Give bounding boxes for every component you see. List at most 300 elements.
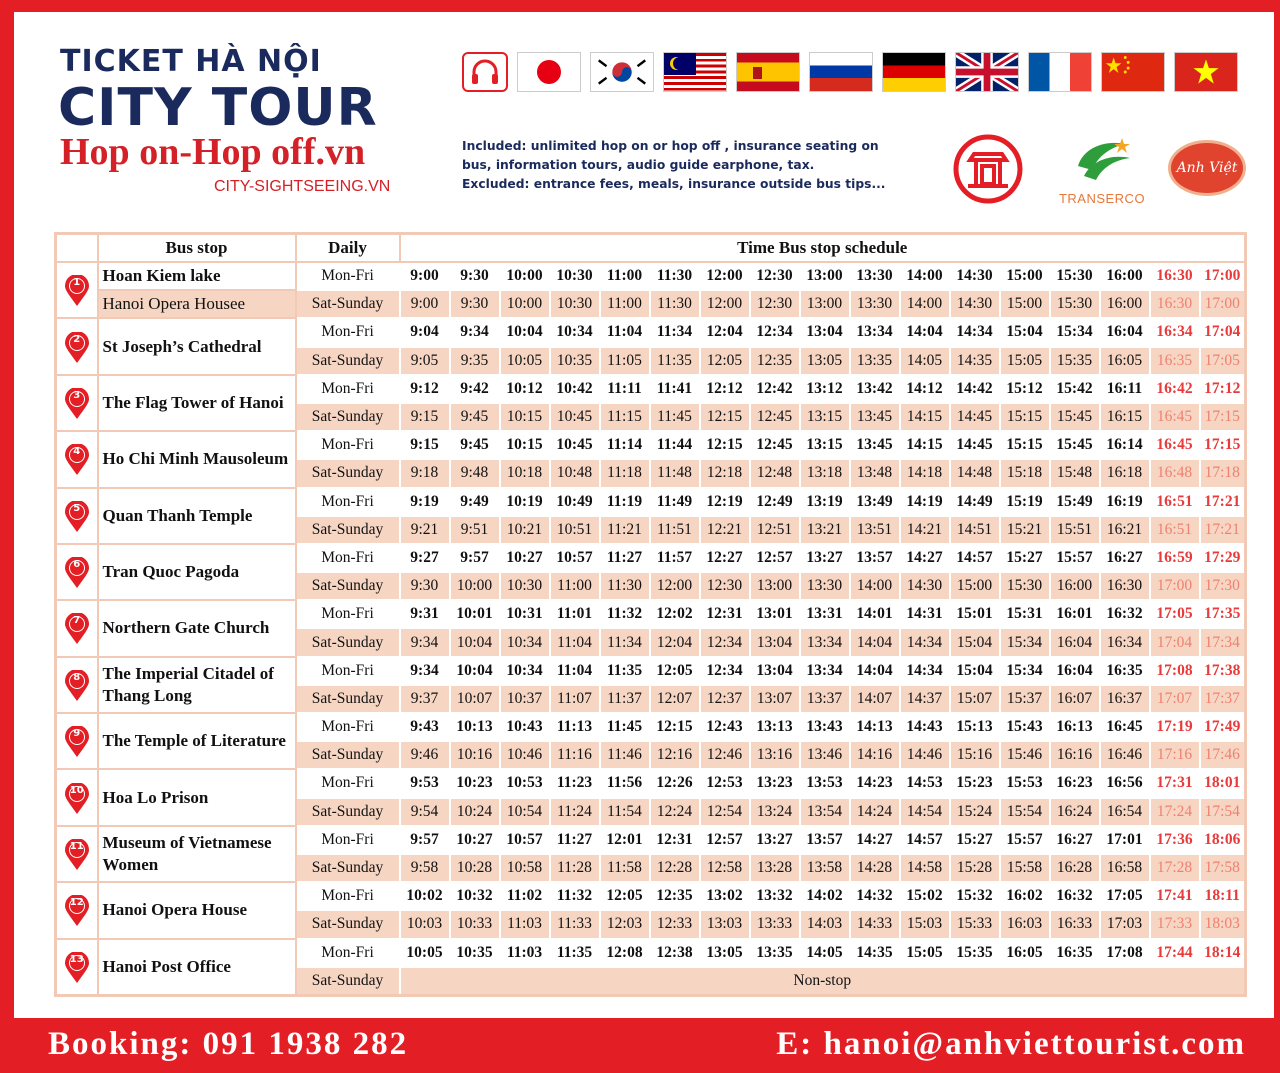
time-cell: 16:07 (1050, 685, 1100, 713)
time-cell: 12:58 (700, 854, 750, 882)
time-cell: 17:15 (1200, 431, 1246, 459)
time-cell: 14:58 (900, 854, 950, 882)
time-cell: 17:00 (1200, 290, 1246, 318)
time-cell: 15:34 (1050, 318, 1100, 346)
time-cell: 12:01 (600, 826, 650, 854)
time-cell: 15:01 (950, 600, 1000, 628)
time-cell: 12:34 (750, 318, 800, 346)
time-cell: 15:05 (1000, 347, 1050, 375)
time-cell: 10:32 (450, 882, 500, 910)
time-cell: 16:27 (1050, 826, 1100, 854)
time-cell: 14:45 (950, 403, 1000, 431)
time-cell: 11:57 (650, 544, 700, 572)
header-bus-stop: Bus stop (98, 234, 296, 263)
time-cell: 12:07 (650, 685, 700, 713)
time-cell: 16:03 (1000, 910, 1050, 938)
time-cell: 12:03 (600, 910, 650, 938)
time-cell: 9:15 (400, 403, 450, 431)
stop-number: 5 (73, 502, 81, 514)
time-cell: 12:53 (700, 769, 750, 797)
day-label: Mon-Fri (296, 431, 400, 459)
time-cell: 9:12 (400, 375, 450, 403)
time-cell: 15:45 (1050, 431, 1100, 459)
day-label: Sat-Sunday (296, 290, 400, 318)
info-included-cont: bus, information tours, audio guide earphone, tax. (462, 158, 815, 172)
stop-number-pin (56, 882, 98, 938)
time-cell: 17:08 (1100, 939, 1150, 967)
time-cell: 17:16 (1150, 741, 1200, 769)
time-cell: 11:49 (650, 488, 700, 516)
time-cell: 11:07 (550, 685, 600, 713)
time-cell: 12:15 (650, 713, 700, 741)
time-cell: 18:01 (1200, 769, 1246, 797)
time-cell: 11:21 (600, 516, 650, 544)
time-cell: 18:03 (1200, 910, 1246, 938)
time-cell: 9:42 (450, 375, 500, 403)
stop-number: 3 (73, 389, 81, 401)
time-cell: 16:28 (1050, 854, 1100, 882)
time-cell: 13:02 (700, 882, 750, 910)
stop-name: Northern Gate Church (98, 600, 296, 656)
time-cell: 13:12 (800, 375, 850, 403)
time-cell: 15:43 (1000, 713, 1050, 741)
germany-flag (882, 52, 946, 92)
time-cell: 13:34 (800, 657, 850, 685)
time-cell: 16:35 (1050, 939, 1100, 967)
time-cell: 13:54 (800, 798, 850, 826)
time-cell: 13:03 (700, 910, 750, 938)
time-cell: 14:21 (900, 516, 950, 544)
time-cell: 11:04 (600, 318, 650, 346)
time-cell: 13:53 (800, 769, 850, 797)
time-cell: 16:18 (1100, 459, 1150, 487)
time-cell: 12:28 (650, 854, 700, 882)
time-cell: 13:00 (750, 572, 800, 600)
time-cell: 14:34 (900, 657, 950, 685)
time-cell: 16:30 (1100, 572, 1150, 600)
time-cell: 14:49 (950, 488, 1000, 516)
time-cell: 14:00 (900, 290, 950, 318)
time-cell: 13:46 (800, 741, 850, 769)
time-cell: 12:35 (750, 347, 800, 375)
vietnam-flag (1174, 52, 1238, 92)
time-cell: 16:32 (1100, 600, 1150, 628)
time-cell: 17:54 (1200, 798, 1246, 826)
time-cell: 12:15 (700, 403, 750, 431)
ticket-info (462, 137, 885, 194)
time-cell: 17:36 (1150, 826, 1200, 854)
time-cell: 10:34 (500, 628, 550, 656)
time-cell: 14:05 (800, 939, 850, 967)
time-cell: 14:00 (900, 262, 950, 290)
map-pin-icon (63, 726, 91, 756)
time-cell: 13:42 (850, 375, 900, 403)
table-header-row (56, 234, 1246, 263)
time-cell: 11:37 (600, 685, 650, 713)
time-cell: 13:35 (750, 939, 800, 967)
anhviet-logo (1168, 140, 1248, 200)
table-row (56, 262, 1246, 290)
time-cell: 11:18 (600, 459, 650, 487)
time-cell: 14:46 (900, 741, 950, 769)
stop-number-pin (56, 318, 98, 374)
time-cell: 10:30 (550, 262, 600, 290)
time-cell: 17:19 (1150, 713, 1200, 741)
time-cell: 15:32 (950, 882, 1000, 910)
time-cell: 14:02 (800, 882, 850, 910)
time-cell: 15:45 (1050, 403, 1100, 431)
time-cell: 9:57 (400, 826, 450, 854)
time-cell: 15:35 (1050, 347, 1100, 375)
time-cell: 12:57 (700, 826, 750, 854)
stop-name: The Imperial Citadel of Thang Long (98, 657, 296, 713)
time-cell: 10:37 (500, 685, 550, 713)
time-cell: 15:27 (950, 826, 1000, 854)
time-cell: 16:34 (1100, 628, 1150, 656)
time-cell: 17:00 (1200, 262, 1246, 290)
time-cell: 15:05 (900, 939, 950, 967)
time-cell: 10:07 (450, 685, 500, 713)
time-cell: 9:15 (400, 431, 450, 459)
time-cell: 15:42 (1050, 375, 1100, 403)
time-cell: 9:18 (400, 459, 450, 487)
time-cell: 11:30 (650, 290, 700, 318)
time-cell: 17:24 (1150, 798, 1200, 826)
time-cell: 14:30 (950, 262, 1000, 290)
time-cell: 15:15 (1000, 403, 1050, 431)
table-row (56, 826, 1246, 854)
time-cell: 13:00 (800, 290, 850, 318)
table-row (56, 290, 1246, 318)
time-cell: 12:35 (650, 882, 700, 910)
table-row (56, 600, 1246, 628)
time-cell: 15:30 (1050, 262, 1100, 290)
time-cell: 13:30 (800, 572, 850, 600)
time-cell: 10:53 (500, 769, 550, 797)
time-cell: 11:32 (600, 600, 650, 628)
time-cell: 13:49 (850, 488, 900, 516)
time-cell: 13:31 (800, 600, 850, 628)
time-cell: 14:35 (850, 939, 900, 967)
stop-number-pin (56, 713, 98, 769)
time-cell: 10:24 (450, 798, 500, 826)
day-label: Sat-Sunday (296, 403, 400, 431)
time-cell: 17:38 (1200, 657, 1246, 685)
time-cell: 15:57 (1000, 826, 1050, 854)
time-cell: 14:03 (800, 910, 850, 938)
time-cell: 11:51 (650, 516, 700, 544)
time-cell: 13:01 (750, 600, 800, 628)
time-cell: 10:05 (500, 347, 550, 375)
stop-name: Museum of Vietnamese Women (98, 826, 296, 882)
day-label: Mon-Fri (296, 262, 400, 290)
time-cell: 15:30 (1000, 572, 1050, 600)
time-cell: 16:58 (1100, 854, 1150, 882)
time-cell: 11:46 (600, 741, 650, 769)
time-cell: 9:57 (450, 544, 500, 572)
time-cell: 12:34 (700, 657, 750, 685)
france-flag (1028, 52, 1092, 92)
time-cell: 12:42 (750, 375, 800, 403)
time-cell: 13:57 (800, 826, 850, 854)
time-cell: 10:45 (550, 403, 600, 431)
time-cell: 12:48 (750, 459, 800, 487)
time-cell: 14:05 (900, 347, 950, 375)
time-cell: 10:27 (450, 826, 500, 854)
time-cell: 9:34 (450, 318, 500, 346)
time-cell: 15:27 (1000, 544, 1050, 572)
time-cell: 13:43 (800, 713, 850, 741)
time-cell: 11:00 (600, 262, 650, 290)
time-cell: 12:12 (700, 375, 750, 403)
time-cell: 13:30 (850, 262, 900, 290)
time-cell: 15:12 (1000, 375, 1050, 403)
time-cell: 16:04 (1050, 628, 1100, 656)
time-cell: 16:00 (1100, 290, 1150, 318)
time-cell: 14:43 (900, 713, 950, 741)
time-cell: 17:34 (1200, 628, 1246, 656)
time-cell: 13:13 (750, 713, 800, 741)
time-cell: 13:28 (750, 854, 800, 882)
time-cell: 13:15 (800, 431, 850, 459)
time-cell: 10:57 (500, 826, 550, 854)
time-cell: 14:16 (850, 741, 900, 769)
time-cell: 14:33 (850, 910, 900, 938)
day-label: Sat-Sunday (296, 459, 400, 487)
time-cell: 13:30 (850, 290, 900, 318)
time-cell: 15:04 (950, 657, 1000, 685)
time-cell: 11:02 (500, 882, 550, 910)
time-cell: 16:37 (1100, 685, 1150, 713)
time-cell: 9:49 (450, 488, 500, 516)
time-cell: 15:53 (1000, 769, 1050, 797)
brand-title-main: CITY TOUR (58, 78, 378, 138)
table-row (56, 882, 1246, 910)
time-cell: 14:15 (900, 403, 950, 431)
time-cell: 10:19 (500, 488, 550, 516)
time-cell: 12:30 (750, 290, 800, 318)
time-cell: 9:34 (400, 628, 450, 656)
china-flag (1101, 52, 1165, 92)
contact-email[interactable]: E: hanoi@anhviettourist.com (776, 1026, 1246, 1062)
time-cell: 10:30 (500, 572, 550, 600)
time-cell: 12:46 (700, 741, 750, 769)
time-cell: 15:23 (950, 769, 1000, 797)
time-cell: 12:51 (750, 516, 800, 544)
time-cell: 16:21 (1100, 516, 1150, 544)
time-cell: 13:57 (850, 544, 900, 572)
time-cell: 9:51 (450, 516, 500, 544)
time-cell: 12:05 (600, 882, 650, 910)
stop-name: Hanoi Opera House (98, 882, 296, 938)
header-pin-cell (56, 234, 98, 263)
time-cell: 13:51 (850, 516, 900, 544)
time-cell: 15:13 (950, 713, 1000, 741)
time-cell: 12:45 (750, 403, 800, 431)
time-cell: 14:28 (850, 854, 900, 882)
time-cell: 15:57 (1050, 544, 1100, 572)
time-cell: 11:58 (600, 854, 650, 882)
time-cell: 15:34 (1000, 628, 1050, 656)
time-cell: 16:54 (1100, 798, 1150, 826)
map-pin-icon (63, 952, 91, 982)
time-cell: 10:31 (500, 600, 550, 628)
time-cell: 12:24 (650, 798, 700, 826)
time-cell: 11:11 (600, 375, 650, 403)
time-cell: 15:49 (1050, 488, 1100, 516)
time-cell: 12:33 (650, 910, 700, 938)
time-cell: 17:18 (1200, 459, 1246, 487)
time-cell: 14:30 (950, 290, 1000, 318)
time-cell: 17:04 (1200, 318, 1246, 346)
time-cell: 16:11 (1100, 375, 1150, 403)
time-cell: 16:45 (1150, 431, 1200, 459)
time-cell: 12:05 (650, 657, 700, 685)
time-cell: 10:23 (450, 769, 500, 797)
time-cell: 10:42 (550, 375, 600, 403)
time-cell: 11:23 (550, 769, 600, 797)
day-label: Mon-Fri (296, 318, 400, 346)
time-cell: 13:27 (800, 544, 850, 572)
time-cell: 11:03 (500, 939, 550, 967)
time-cell: 13:58 (800, 854, 850, 882)
time-cell: 12:37 (700, 685, 750, 713)
time-cell: 11:35 (650, 347, 700, 375)
time-cell: 17:46 (1200, 741, 1246, 769)
time-cell: 14:27 (850, 826, 900, 854)
time-cell: 10:15 (500, 431, 550, 459)
time-cell: 11:45 (600, 713, 650, 741)
time-cell: 17:08 (1150, 657, 1200, 685)
time-cell: 14:13 (850, 713, 900, 741)
stop-name: Hoa Lo Prison (98, 769, 296, 825)
time-cell: 11:54 (600, 798, 650, 826)
stop-number: 2 (73, 333, 81, 345)
time-cell: 16:05 (1100, 347, 1150, 375)
transerco-logo (1050, 136, 1154, 206)
time-cell: 17:21 (1200, 488, 1246, 516)
day-label: Mon-Fri (296, 544, 400, 572)
time-cell: 15:48 (1050, 459, 1100, 487)
japan-flag (517, 52, 581, 92)
stop-name: The Temple of Literature (98, 713, 296, 769)
booking-phone[interactable]: Booking: 091 1938 282 (48, 1026, 409, 1062)
time-cell: 16:15 (1100, 403, 1150, 431)
time-cell: 14:37 (900, 685, 950, 713)
day-label: Sat-Sunday (296, 798, 400, 826)
time-cell: 12:45 (750, 431, 800, 459)
day-label: Sat-Sunday (296, 628, 400, 656)
time-cell: 16:45 (1100, 713, 1150, 741)
stop-name: The Flag Tower of Hanoi (98, 375, 296, 431)
time-cell: 16:01 (1050, 600, 1100, 628)
stop-name: Quan Thanh Temple (98, 488, 296, 544)
stop-number: 7 (73, 615, 81, 627)
time-cell: 16:59 (1150, 544, 1200, 572)
day-label: Mon-Fri (296, 826, 400, 854)
time-cell: 16:35 (1100, 657, 1150, 685)
time-cell: 10:00 (500, 262, 550, 290)
time-cell: 17:41 (1150, 882, 1200, 910)
time-cell: 15:46 (1000, 741, 1050, 769)
day-label: Mon-Fri (296, 657, 400, 685)
time-cell: 14:24 (850, 798, 900, 826)
day-label: Sat-Sunday (296, 516, 400, 544)
time-cell: 16:04 (1050, 657, 1100, 685)
time-cell: 17:49 (1200, 713, 1246, 741)
stop-number: 4 (73, 446, 81, 458)
time-cell: 10:43 (500, 713, 550, 741)
time-cell: 17:12 (1200, 375, 1246, 403)
day-label: Sat-Sunday (296, 685, 400, 713)
time-cell: 17:35 (1200, 600, 1246, 628)
stop-number: 13 (69, 953, 84, 965)
time-cell: 14:19 (900, 488, 950, 516)
time-cell: 12:30 (700, 572, 750, 600)
time-cell: 15:35 (950, 939, 1000, 967)
time-cell: 10:58 (500, 854, 550, 882)
time-cell: 14:15 (900, 431, 950, 459)
stop-number-pin (56, 431, 98, 487)
time-cell: 13:48 (850, 459, 900, 487)
time-cell: 11:27 (600, 544, 650, 572)
time-cell: 17:37 (1200, 685, 1246, 713)
time-cell: 9:30 (450, 290, 500, 318)
transerco-logo-text: TRANSERCO (1058, 191, 1146, 206)
time-cell: 14:57 (900, 826, 950, 854)
time-cell: 14:42 (950, 375, 1000, 403)
time-cell: 17:29 (1200, 544, 1246, 572)
time-cell: 17:33 (1150, 910, 1200, 938)
time-cell: 13:18 (800, 459, 850, 487)
time-cell: 12:43 (700, 713, 750, 741)
time-cell: 14:51 (950, 516, 1000, 544)
time-cell: 15:04 (950, 628, 1000, 656)
stop-number-pin (56, 939, 98, 996)
time-cell: 10:46 (500, 741, 550, 769)
time-cell: 11:34 (650, 318, 700, 346)
time-cell: 18:11 (1200, 882, 1246, 910)
time-cell: 12:00 (700, 290, 750, 318)
time-cell: 16:30 (1150, 262, 1200, 290)
time-cell: 9:19 (400, 488, 450, 516)
time-cell: 15:37 (1000, 685, 1050, 713)
time-cell: 9:34 (400, 657, 450, 685)
time-cell: 17:07 (1150, 685, 1200, 713)
stop-number-pin (56, 769, 98, 825)
time-cell: 16:23 (1050, 769, 1100, 797)
time-cell: 15:30 (1050, 290, 1100, 318)
time-cell: 14:48 (950, 459, 1000, 487)
stop-number: 11 (69, 840, 84, 852)
time-cell: 16:32 (1050, 882, 1100, 910)
time-cell: 16:48 (1150, 459, 1200, 487)
time-cell: 14:04 (850, 628, 900, 656)
time-cell: 11:14 (600, 431, 650, 459)
time-cell: 17:58 (1200, 854, 1246, 882)
spain-flag (736, 52, 800, 92)
time-cell: 12:27 (700, 544, 750, 572)
time-cell: 12:08 (600, 939, 650, 967)
time-cell: 15:24 (950, 798, 1000, 826)
time-cell: 14:32 (850, 882, 900, 910)
time-cell: 10:21 (500, 516, 550, 544)
time-cell: 14:04 (850, 657, 900, 685)
time-cell: 10:01 (450, 600, 500, 628)
stop-number-pin (56, 375, 98, 431)
time-cell: 17:04 (1150, 628, 1200, 656)
time-cell: 11:35 (550, 939, 600, 967)
